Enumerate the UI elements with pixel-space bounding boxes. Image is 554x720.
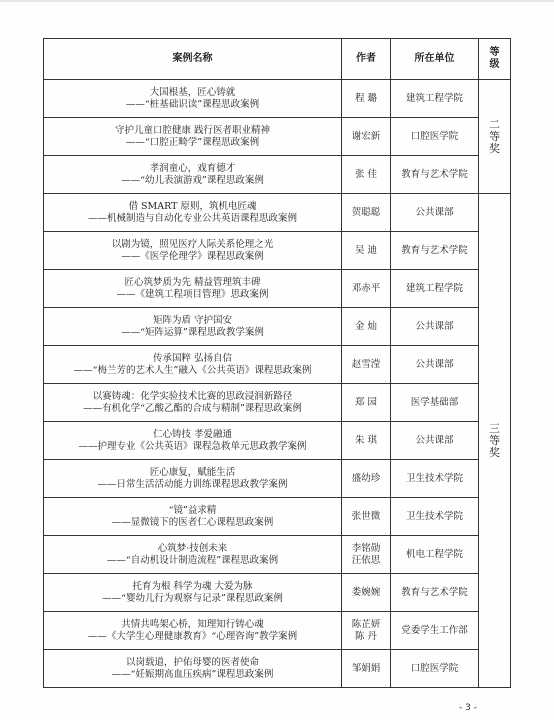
unit-cell: 公共课部 — [391, 346, 479, 384]
unit-cell: 建筑工程学院 — [391, 80, 479, 118]
unit-cell: 公共课部 — [391, 308, 479, 346]
author-cell — [342, 232, 391, 270]
table-row — [44, 498, 511, 536]
table-row — [44, 612, 511, 650]
case-name-cell — [44, 308, 342, 346]
case-title: 匠心筑梦质为先 精益管理筑丰碑 — [124, 276, 261, 288]
case-title: 仁心铸技 孝爱融通 — [152, 428, 233, 440]
case-subtitle: ——《医学伦理学》课程思政案例 — [121, 250, 264, 262]
case-name-cell — [44, 346, 342, 384]
author-name: 邹娟娟 — [351, 662, 381, 674]
author-cell — [342, 346, 391, 384]
unit-cell: 口腔医学院 — [391, 650, 479, 688]
table-body — [44, 80, 511, 688]
author-name: 金 灿 — [354, 320, 378, 332]
table-row — [44, 270, 511, 308]
case-subtitle: ——“自动机设计制造流程”课程思政案例 — [106, 554, 279, 566]
author-cell — [342, 80, 391, 118]
case-title: 以剧为镜，照见医疗人际关系伦理之光 — [111, 238, 274, 250]
table-row — [44, 232, 511, 270]
author-name: 陈芷妍 — [351, 618, 381, 630]
case-title: 托育为根 科学为魂 大爱为脉 — [132, 580, 253, 592]
case-title: “镜”益求精 — [168, 504, 217, 516]
header-level-text: 等 级 — [489, 47, 500, 70]
case-name-cell — [44, 460, 342, 498]
header-author: 作者 — [342, 39, 391, 80]
case-name-cell — [44, 194, 342, 232]
case-subtitle: ——“婴幼儿行为观察与记录”课程思政案例 — [102, 592, 283, 604]
case-title: 以赛铸魂：化学实验技术比赛的思政浸润新路径 — [92, 390, 293, 402]
author-name: 郑 园 — [354, 396, 378, 408]
unit-cell: 卫生技术学院 — [391, 460, 479, 498]
level-cell-third — [479, 194, 511, 688]
author-cell — [342, 574, 391, 612]
author-name: 李铭勋 — [351, 542, 381, 554]
case-title: 以岗载道，护佑母婴的医者使命 — [125, 656, 259, 668]
case-subtitle: ——护理专业《公共英语》课程急救单元思政教学案例 — [78, 440, 307, 452]
author-cell — [342, 612, 391, 650]
case-subtitle: ——日常生活活动能力训练课程思政教学案例 — [97, 478, 288, 490]
case-name-cell — [44, 384, 342, 422]
case-name-cell — [44, 574, 342, 612]
author-cell — [342, 498, 391, 536]
author-name-2: 汪依思 — [351, 554, 381, 566]
author-name: 赵雪滢 — [351, 358, 381, 370]
case-name-cell — [44, 612, 342, 650]
unit-cell: 建筑工程学院 — [391, 270, 479, 308]
author-name: 邓赤平 — [351, 282, 381, 294]
unit-cell: 公共课部 — [391, 422, 479, 460]
award-table — [43, 38, 511, 688]
case-title: 孝润童心，戏育德才 — [149, 162, 236, 174]
case-subtitle: ——有机化学“乙酸乙酯的合成与精制”课程思政案例 — [83, 402, 302, 414]
case-name-cell — [44, 650, 342, 688]
case-title: 借 SMART 原则，筑机电匠魂 — [128, 200, 257, 212]
case-title: 守护儿童口腔健康 践行医者职业精神 — [114, 124, 271, 136]
author-name: 张 佳 — [354, 168, 378, 180]
author-cell — [342, 194, 391, 232]
case-subtitle: ——“矩阵运算”课程思政教学案例 — [121, 326, 264, 338]
case-title: 匠心康复，赋能生活 — [149, 466, 236, 478]
unit-cell: 医学基础部 — [391, 384, 479, 422]
unit-cell: 教育与艺术学院 — [391, 156, 479, 194]
author-name-2: 陈 丹 — [354, 630, 378, 642]
author-cell — [342, 156, 391, 194]
case-name-cell — [44, 536, 342, 574]
author-name: 娄婉婉 — [351, 586, 381, 598]
case-name-cell — [44, 422, 342, 460]
header-case-name: 案例名称 — [44, 39, 342, 80]
table-row — [44, 308, 511, 346]
case-name-cell — [44, 156, 342, 194]
scan-edge — [0, 0, 554, 2]
table-row — [44, 460, 511, 498]
table-row — [44, 194, 511, 232]
author-name: 程 璐 — [354, 92, 378, 104]
table-row — [44, 156, 511, 194]
case-title: 共情共鸣架心桥，知理知行铸心魂 — [121, 618, 264, 630]
table-row — [44, 422, 511, 460]
case-name-cell — [44, 270, 342, 308]
table-row — [44, 118, 511, 156]
case-subtitle: ——“幼儿表演游戏”课程思政案例 — [121, 174, 264, 186]
table-row — [44, 384, 511, 422]
table-header-row — [44, 39, 511, 80]
level-third-prize: 三 等 奖 — [489, 421, 500, 459]
unit-cell: 教育与艺术学院 — [391, 574, 479, 612]
unit-cell: 机电工程学院 — [391, 536, 479, 574]
case-subtitle: ——“桩基础识读”课程思政案例 — [125, 98, 260, 110]
case-title: 矩阵为盾 守护国安 — [152, 314, 233, 326]
level-cell-second — [479, 80, 511, 194]
case-subtitle: ——“妊娠期高血压疾病”课程思政案例 — [111, 668, 274, 680]
author-name: 吴 迪 — [354, 244, 378, 256]
author-cell — [342, 460, 391, 498]
author-cell — [342, 422, 391, 460]
unit-cell: 口腔医学院 — [391, 118, 479, 156]
author-name: 谢宏新 — [351, 130, 381, 142]
case-subtitle: ——机械制造与自动化专业公共英语课程思政案例 — [87, 212, 297, 224]
table-row — [44, 574, 511, 612]
author-cell — [342, 536, 391, 574]
case-name-cell — [44, 80, 342, 118]
author-cell — [342, 650, 391, 688]
case-subtitle: ——《建筑工程项目管理》思政案例 — [116, 288, 269, 300]
author-name: 贺聪聪 — [351, 206, 381, 218]
table-row — [44, 346, 511, 384]
author-cell — [342, 384, 391, 422]
case-title: 心筑梦·技创未来 — [157, 542, 228, 554]
author-name: 张世微 — [351, 510, 381, 522]
author-name: 朱 琪 — [354, 434, 378, 446]
case-title: 传承国粹 弘扬自信 — [152, 352, 233, 364]
case-title: 大国根基，匠心铸就 — [149, 86, 236, 98]
case-subtitle: ——显微镜下的医者仁心课程思政案例 — [111, 516, 274, 528]
author-cell — [342, 308, 391, 346]
author-cell — [342, 118, 391, 156]
case-subtitle: ——《大学生心理健康教育》“心理咨询”教学案例 — [87, 630, 298, 642]
author-cell — [342, 270, 391, 308]
unit-cell: 公共课部 — [391, 194, 479, 232]
case-name-cell — [44, 118, 342, 156]
table-row — [44, 650, 511, 688]
table-row — [44, 80, 511, 118]
unit-cell: 教育与艺术学院 — [391, 232, 479, 270]
table-row — [44, 536, 511, 574]
level-second-prize: 二 等 奖 — [489, 117, 500, 155]
unit-cell: 党委学生工作部 — [391, 612, 479, 650]
case-name-cell — [44, 498, 342, 536]
page-number: - 3 - — [459, 703, 477, 713]
case-subtitle: ——“口腔正畸学”课程思政案例 — [125, 136, 260, 148]
unit-cell: 卫生技术学院 — [391, 498, 479, 536]
case-subtitle: ——“梅兰芳的艺术人生”融入《公共英语》课程思政案例 — [73, 364, 312, 376]
header-unit: 所在单位 — [391, 39, 479, 80]
author-name: 盛幼珍 — [351, 472, 381, 484]
case-name-cell — [44, 232, 342, 270]
header-level — [479, 39, 511, 80]
